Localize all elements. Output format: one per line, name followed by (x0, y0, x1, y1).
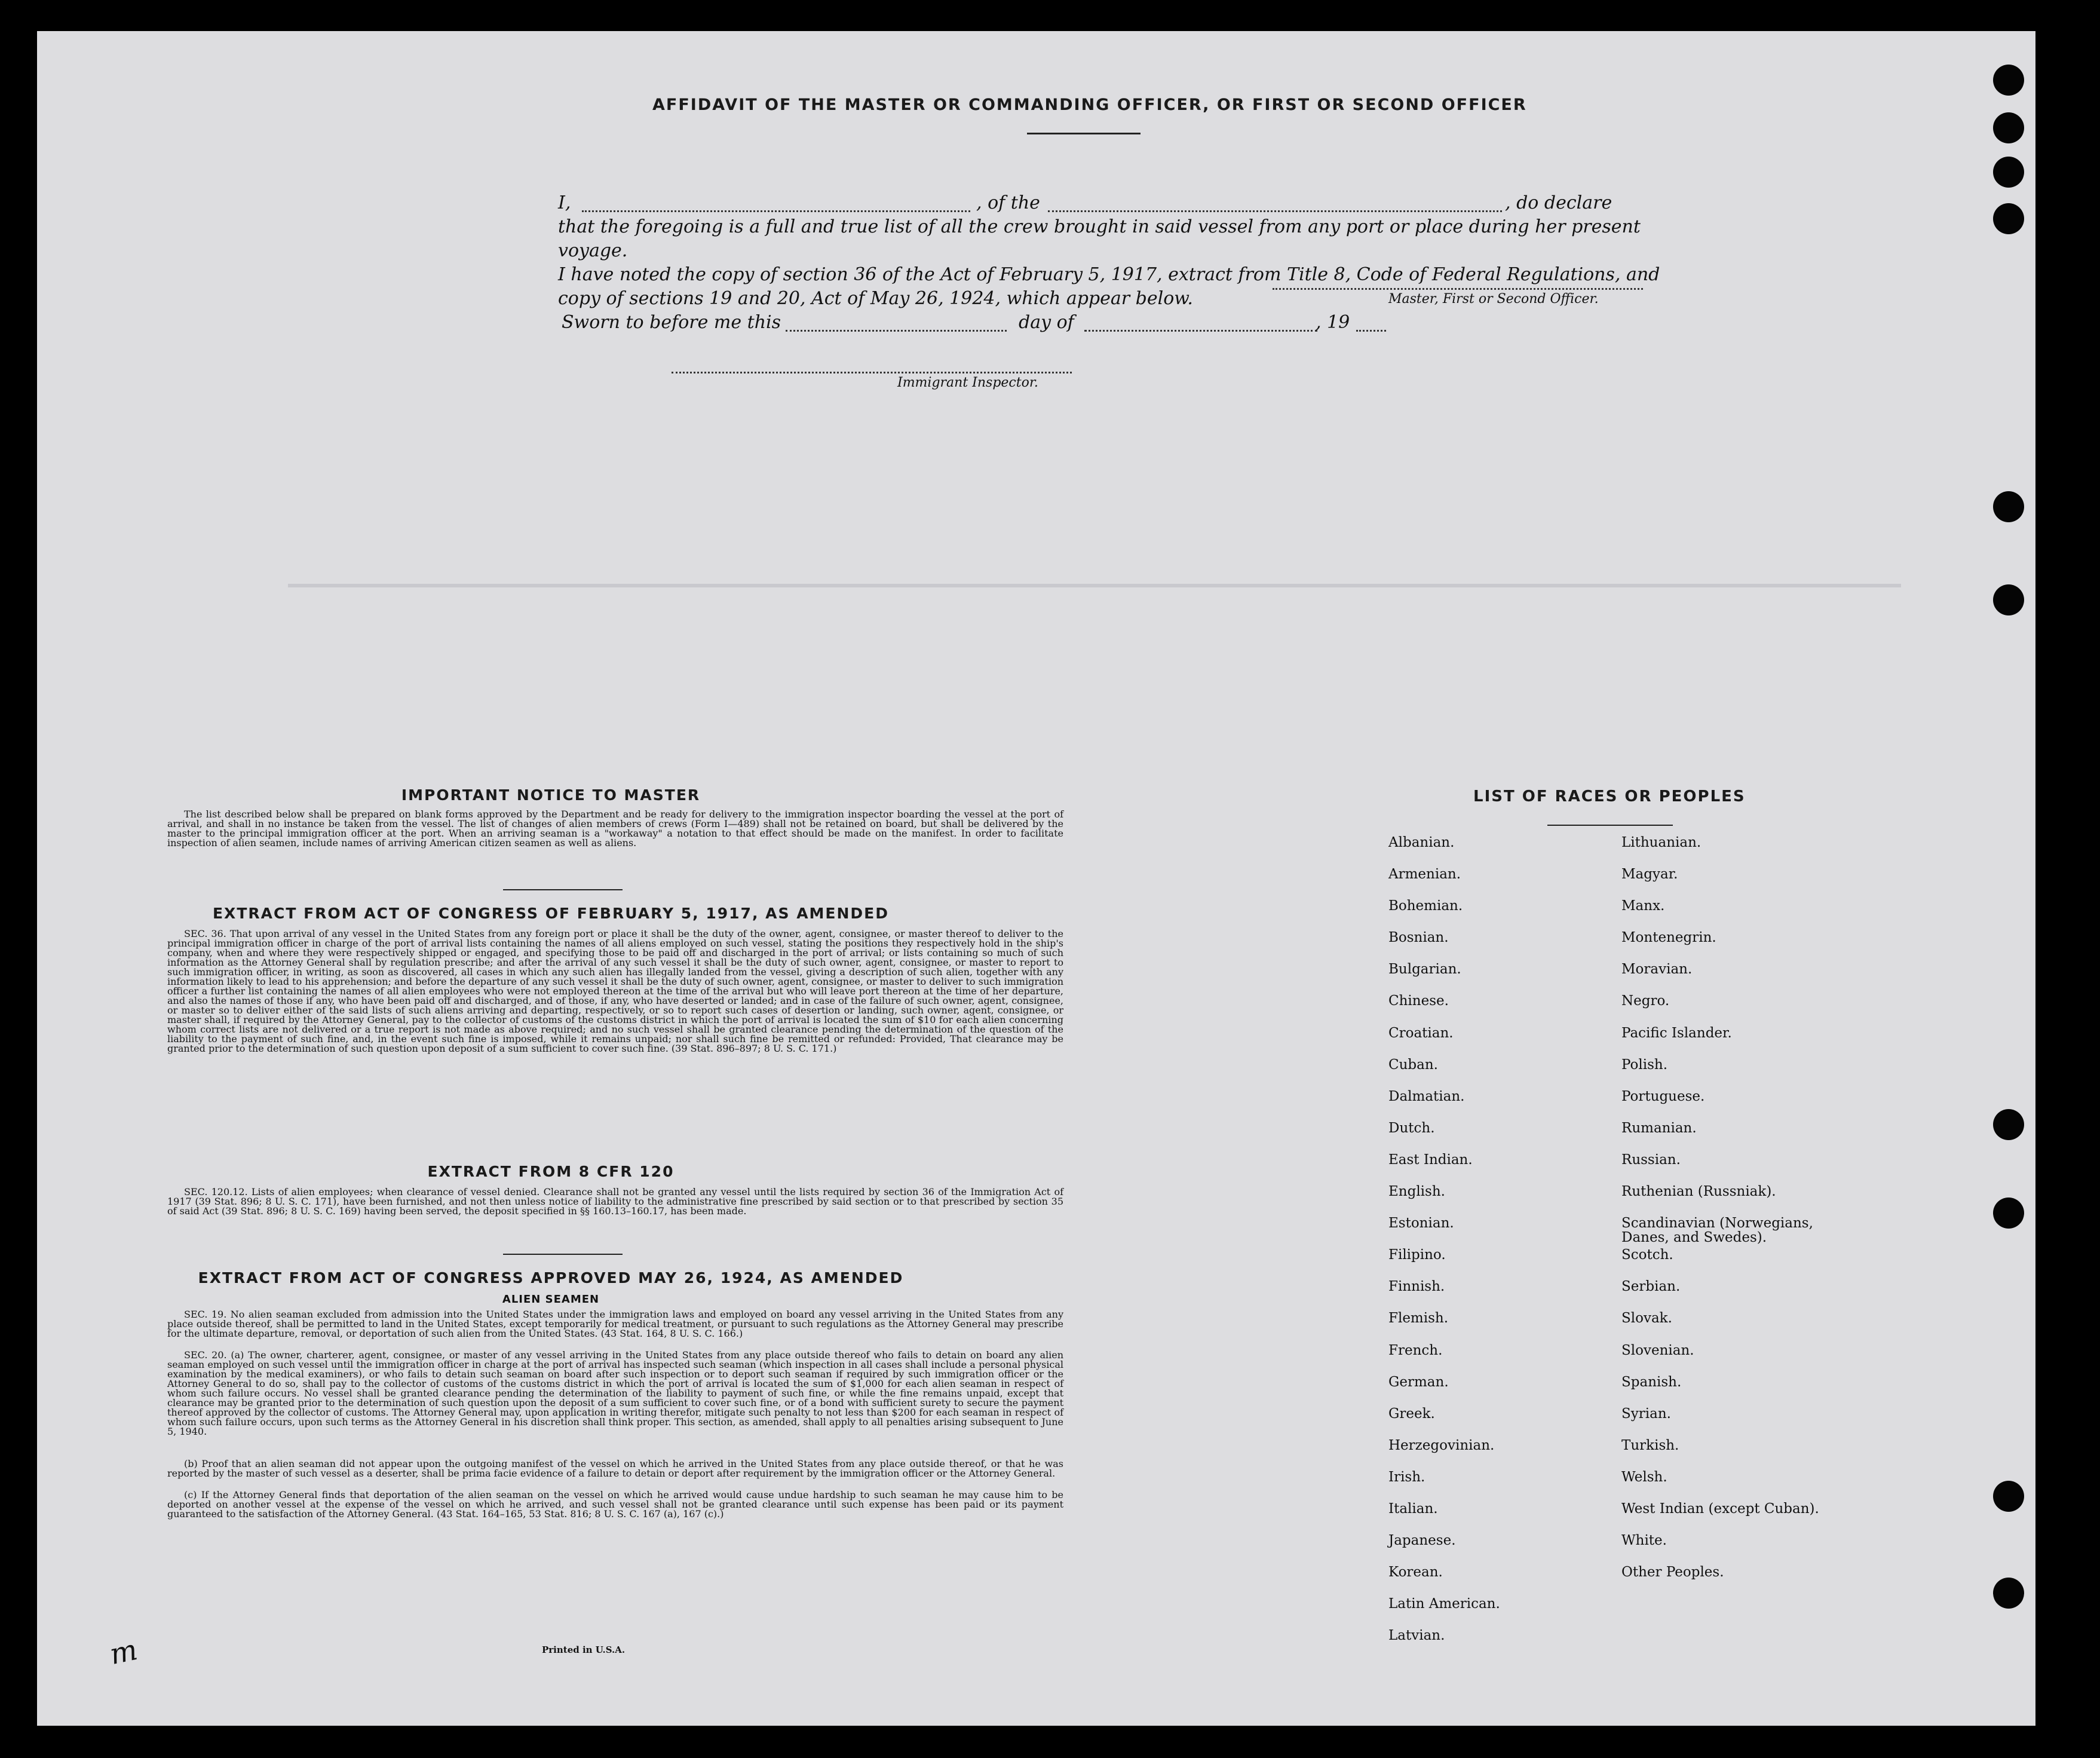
race-item: Bulgarian. (1388, 961, 1461, 978)
race-item: White. (1621, 1533, 1667, 1549)
race-item: Herzegovinian. (1388, 1437, 1495, 1453)
race-item: Syrian. (1621, 1405, 1671, 1422)
race-item: Chinese. (1388, 993, 1449, 1009)
race-item: Manx. (1621, 898, 1665, 914)
race-item: Irish. (1388, 1469, 1425, 1485)
race-item: Italian. (1388, 1500, 1438, 1517)
affidavit-line2: that the foregoing is a full and true list of all the crew brought in said vessel from any port or place during her present voyage. (558, 216, 1641, 261)
binder-hole (1993, 203, 2024, 234)
affidavit-line1-mid: , of the (976, 192, 1040, 213)
notice-rule (503, 889, 623, 890)
race-item: Ruthenian (Russniak). (1621, 1184, 1776, 1200)
race-item: Spanish. (1621, 1374, 1682, 1390)
race-item: Bohemian. (1388, 898, 1463, 914)
binder-hole (1993, 157, 2024, 188)
race-item: Finnish. (1388, 1279, 1445, 1295)
affidavit-line4: copy of sections 19 and 20, Act of May 26, 1924, which appear below. (558, 288, 1193, 309)
race-item: Dutch. (1388, 1120, 1435, 1136)
inspector-signature-label: Immigrant Inspector. (897, 375, 1038, 390)
affidavit-line3: I have noted the copy of section 36 of the Act of February 5, 1917, extract from Title 8, Code of Federal Regulations, and (558, 264, 1660, 285)
master-signature-label: Master, First or Second Officer. (1388, 292, 1599, 307)
race-item: Montenegrin. (1621, 930, 1716, 946)
binder-hole (1993, 112, 2024, 143)
race-item: Lithuanian. (1621, 835, 1702, 850)
extract-1924-subtitle: ALIEN SEAMEN (502, 1293, 600, 1306)
race-item: Slovenian. (1621, 1342, 1694, 1358)
extract-1917-title: EXTRACT FROM ACT OF CONGRESS OF FEBRUARY 5, 1917, AS AMENDED (212, 905, 890, 922)
race-item: Other Peoples. (1621, 1564, 1724, 1581)
race-item: Filipino. (1388, 1247, 1446, 1263)
race-item: East Indian. (1388, 1151, 1473, 1168)
handwritten-mark: m (106, 1633, 140, 1672)
race-item: Russian. (1621, 1151, 1681, 1168)
vessel-blank (1048, 210, 1502, 212)
sworn-prefix: Sworn to before me this (562, 312, 781, 333)
affidavit-line1-prefix: I, (558, 192, 571, 213)
race-item: Cuban. (1388, 1056, 1438, 1073)
race-item: Flemish. (1388, 1310, 1449, 1327)
name-blank (582, 210, 970, 212)
race-item: English. (1388, 1184, 1445, 1200)
binder-hole (1993, 1578, 2024, 1609)
race-item: Scotch. (1621, 1247, 1673, 1263)
binder-hole (1993, 1481, 2024, 1512)
race-item: Turkish. (1621, 1437, 1679, 1453)
printed-in-usa: Printed in U.S.A. (542, 1644, 626, 1655)
race-item: Negro. (1621, 993, 1670, 1009)
races-title: LIST OF RACES OR PEOPLES (1473, 788, 1746, 806)
race-item: West Indian (except Cuban). (1621, 1500, 1819, 1517)
sworn-line (562, 312, 1398, 336)
sec20b-body: (b) Proof that an alien seaman did not appear upon the outgoing manifest of the vessel on which he arrived in the United States from any place outside thereof, or that he was reported by the master of such vessel as a deserter, shall be prima facie evidence of a failure to detain or deport after requirement by the immigration officer or the Attorney General. (167, 1458, 1063, 1479)
race-item: Scandinavian (Norwegians, Danes, and Swedes). (1621, 1215, 1813, 1246)
sworn-suffix: , 19 (1316, 312, 1350, 333)
race-item: Korean. (1388, 1564, 1443, 1581)
race-item: Bosnian. (1388, 930, 1449, 946)
sworn-month-blank (1084, 330, 1317, 332)
affidavit-title-rule (1027, 133, 1141, 134)
master-signature-line (1273, 288, 1643, 290)
cfr-rule (503, 1254, 623, 1255)
race-item: Estonian. (1388, 1215, 1454, 1232)
affidavit-title: AFFIDAVIT OF THE MASTER OR COMMANDING OFFICER, OR FIRST OR SECOND OFFICER (652, 96, 1527, 114)
binder-hole (1993, 65, 2024, 96)
binder-hole (1993, 1197, 2024, 1229)
race-item: German. (1388, 1374, 1449, 1390)
inspector-signature-line (672, 372, 1072, 373)
race-item: Greek. (1388, 1405, 1435, 1422)
document-page (37, 31, 2035, 1726)
race-item: Serbian. (1621, 1279, 1681, 1295)
sec20c-body: (c) If the Attorney General finds that deportation of the alien seaman on the vessel on which he arrived would cause undue hardship to such seaman he may cause him to be deported on another vessel at the expense of the vessel on which he arrived, and such vessel shall not be granted clearance until such expense has been paid or its payment guaranteed to the satisfaction of the Attorney General. (43 Stat. 164–165, 53 Stat. 816; 8 U. S. C. 167 (a), 167 (c).) (167, 1489, 1063, 1520)
races-column-1 (1388, 832, 1615, 1656)
race-item: Japanese. (1388, 1533, 1456, 1549)
sworn-mid: day of (1019, 312, 1074, 333)
races-title-rule (1547, 825, 1673, 826)
race-item: Latin American. (1388, 1596, 1500, 1612)
sec20a-body: SEC. 20. (a) The owner, charterer, agent, consignee, or master of any vessel arriving in the United States from any place outside thereof who fails to detain on board any alien seaman employed on such vessel until the immigration officer in charge at the port of arrival has inspected such seaman (which inspection in all cases shall include a personal physical examination by the medical examiners), or who fails to detain such seaman on board after such inspection or to deport such seaman if required by such immigration officer or the Attorney General to do so, shall pay to the collector of customs of the customs district in which the port of arrival is located the sum of $1,000 for each alien seaman in respect of whom such failure occurs. No vessel shall be granted clearance pending the determination of the liability to payment of such fine, or while the fine remains unpaid, except that clearance may be granted prior to the determination of such question upon the deposit of a sum sufficient to cover such fine, or of a bond with sufficient surety to secure the payment thereof approved by the collector of customs. The Attorney General may, upon application in writing therefor, mitigate such penalty to not less than $200 for each seaman in respect of whom such failure occurs, upon such terms as the Attorney General in his discretion shall think proper. This section, as amended, shall apply to all penalties arising subsequent to June 5, 1940. (167, 1349, 1063, 1437)
binder-hole (1993, 584, 2024, 615)
extract-1924-title: EXTRACT FROM ACT OF CONGRESS APPROVED MAY 26, 1924, AS AMENDED (198, 1269, 904, 1287)
extract-cfr-body: SEC. 120.12. Lists of alien employees; when clearance of vessel denied. Clearance shall not be granted any vessel until the lists required by section 36 of the Immigration Act of 1917 (39 Stat. 896; 8 U. S. C. 171), have been furnished, and not then unless notice of liability to the administrative fine prescribed by said section or to that prescribed by section 35 of said Act (39 Stat. 896; 8 U. S. C. 169) having been served, the deposit specified in §§ 160.13–160.17, has been made. (167, 1186, 1063, 1217)
race-item: Albanian. (1388, 835, 1455, 850)
sec19-body: SEC. 19. No alien seaman excluded from admission into the United States under the immigration laws and employed on board any vessel arriving in the United States from any place outside thereof, shall be permitted to land in the United States, except temporarily for medical treatment, or pursuant to such regulations as the Attorney General may prescribe for the ultimate departure, removal, or deportation of such alien from the United States. (43 Stat. 164, 8 U. S. C. 166.) (167, 1309, 1063, 1339)
race-item: Latvian. (1388, 1628, 1445, 1644)
races-column-2 (1621, 832, 1896, 1593)
affidavit-line1-suffix: , do declare (1505, 192, 1612, 213)
race-item: Dalmatian. (1388, 1088, 1465, 1104)
binder-hole (1993, 1109, 2024, 1140)
race-item: Moravian. (1621, 961, 1693, 978)
race-item: Portuguese. (1621, 1088, 1705, 1104)
race-item: Pacific Islander. (1621, 1025, 1732, 1041)
binder-hole (1993, 491, 2024, 522)
race-item: Croatian. (1388, 1025, 1454, 1041)
race-item: Magyar. (1621, 866, 1678, 883)
extract-1917-body: SEC. 36. That upon arrival of any vessel in the United States from any foreign port or place it shall be the duty of the owner, agent, consignee, or master thereof to deliver to the principal immigration officer in charge of the port of arrival lists containing the names of all aliens employed on such vessel, stating the positions they respectively hold in the ship's company, when and where they were respectively shipped or engaged, and specifying those to be paid off and discharged in the port of arrival; or lists containing so much of such information as the Attorney General shall by regulation prescribe; and after the arrival of any such vessel it shall be the duty of such owner, agent, consignee, or master to report to such immigration officer, in writing, as soon as discovered, all cases in which any such alien has illegally landed from the vessel, giving a description of such alien, together with any information likely to lead to his apprehension; and before the departure of any such vessel it shall be the duty of such owner, agent, consignee, or master to deliver to such immigration officer a further list containing the names of all alien employees who were not employed thereon at the time of the arrival but who will leave port thereon at the time of her departure, and also the names of those if any, who have been paid off and discharged, and of those, if any, who have deserted or landed; and in case of the failure of such owner, agent, consignee, or master so to deliver either of the said lists of such aliens arriving and departing, respectively, or so to report such cases of desertion or landing, such owner, agent, consignee, or master shall, if required by the Attorney General, pay to the collector of customs of the customs district in which the port of arrival is located the sum of $10 for each alien concerning whom correct lists are not delivered or a true report is not made as above required; and no such vessel shall be granted clearance pending the determination of the question of the liability to the payment of such fine, and, in the event such fine is imposed, while it remains unpaid; nor shall such fine be remitted or refunded: Provided, That clearance may be granted prior to the determination of such question upon deposit of a sum sufficient to cover such fine. (39 Stat. 896–897; 8 U. S. C. 171.) (167, 928, 1063, 1054)
race-item: Rumanian. (1621, 1120, 1697, 1136)
race-item: Polish. (1621, 1056, 1668, 1073)
affidavit-line1 (558, 191, 1681, 215)
notice-body: The list described below shall be prepared on blank forms approved by the Department and be ready for delivery to the immigration inspector boarding the vessel at the port of arrival, and shall in no instance be taken from the vessel. The list of changes of alien members of crews (Form I—489) shall not be retained on board, but shall be delivered by the master to the principal immigration officer at the port. When an arriving seaman is a "workaway" a notation to that effect should be made on the manifest. In order to facilitate inspection of alien seamen, include names of arriving American citizen seamen as well as aliens. (167, 808, 1063, 849)
sworn-year-blank (1356, 330, 1386, 332)
race-item: Armenian. (1388, 866, 1461, 883)
race-item: French. (1388, 1342, 1443, 1358)
race-item: Welsh. (1621, 1469, 1667, 1485)
notice-title: IMPORTANT NOTICE TO MASTER (401, 786, 701, 804)
race-item: Slovak. (1621, 1310, 1672, 1327)
extract-cfr-title: EXTRACT FROM 8 CFR 120 (427, 1163, 675, 1180)
faint-bleed-through (288, 584, 1901, 587)
sworn-day-blank (786, 330, 1007, 332)
